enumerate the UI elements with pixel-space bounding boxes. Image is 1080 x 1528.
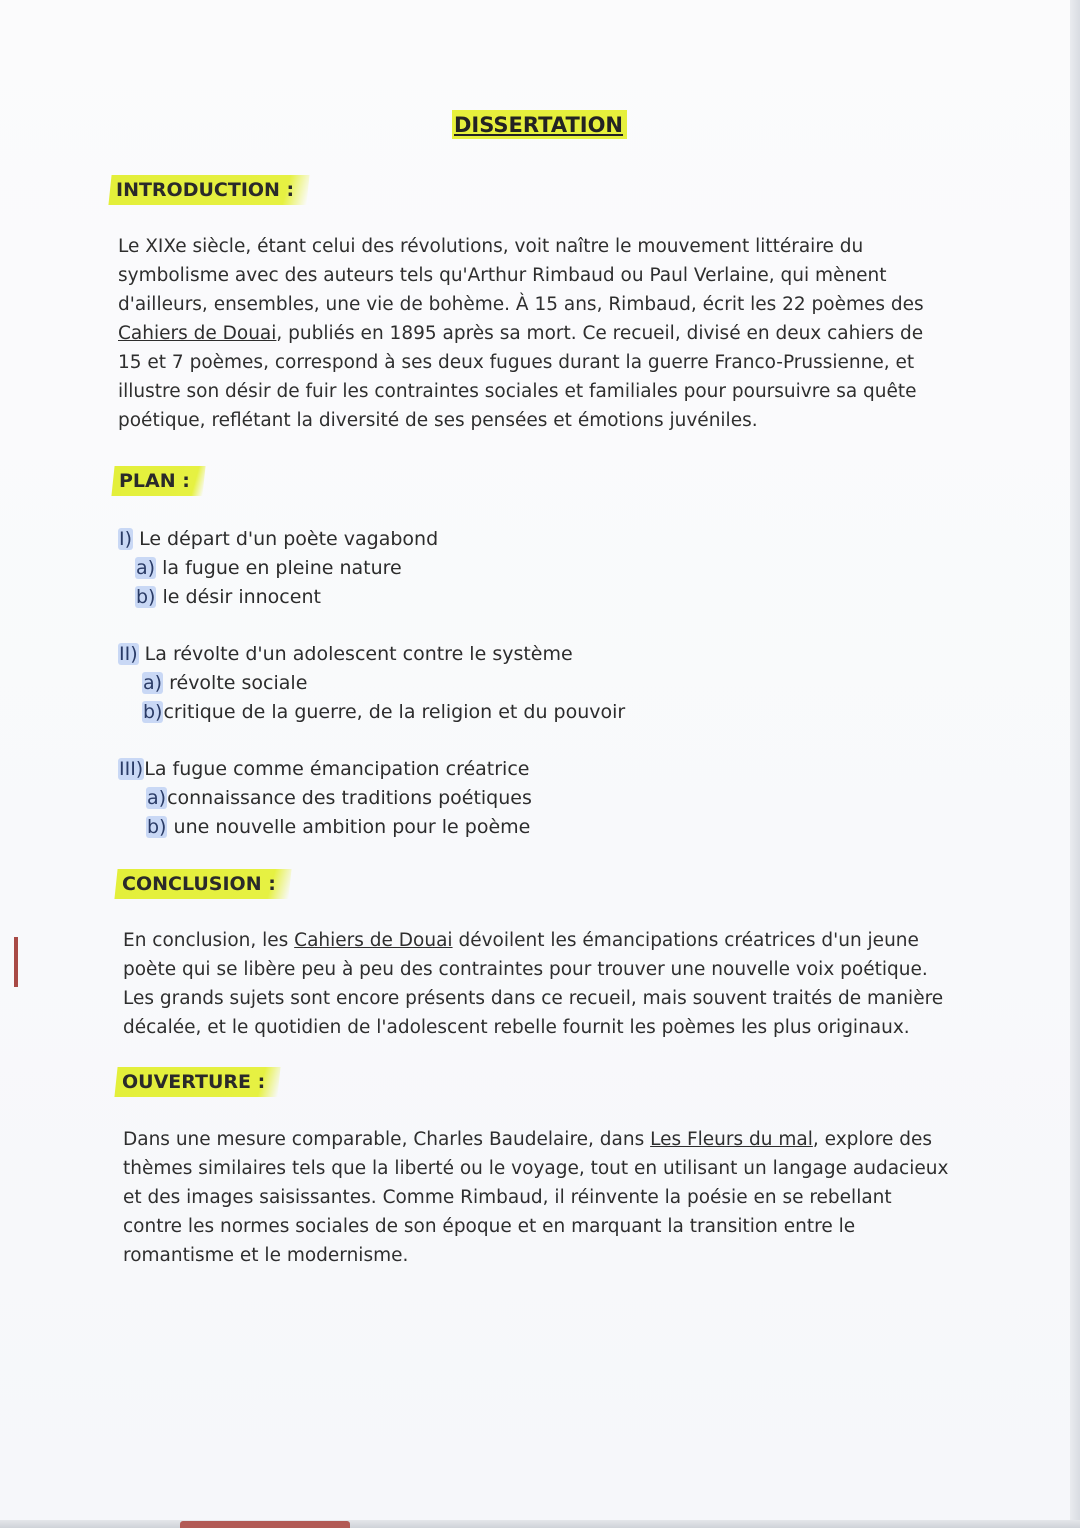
conclusion-text-1: En conclusion, les [123,930,295,951]
ouverture-text-1: Dans une mesure comparable, Charles Baudelaire, dans [123,1129,651,1150]
plan-part-3-title: La fugue comme émancipation créatrice [144,758,530,780]
plan-part-2 [118,640,573,669]
introduction-heading-text: INTRODUCTION : [116,179,295,201]
ouverture-paragraph [123,1125,955,1270]
conclusion-heading-text: CONCLUSION : [122,873,276,895]
conclusion-heading [114,869,291,899]
plan-part-1 [118,525,438,554]
plan-part-1-title: Le départ d'un poète vagabond [139,528,439,550]
ouverture-text-2: , explore des thèmes similaires tels que la liberté ou le voyage, tout en utilisant un langage audacieux et des images saisissantes. Comme Rimbaud, il réinvente la poésie en se rebellant contre les normes sociales de son époque et en marquant la transition entre le romantisme et le modernisme. [123,1129,949,1266]
page-edge-bottom [0,1520,1080,1528]
plan-sub-letter: a) [136,557,156,579]
plan-heading [111,466,205,496]
plan-sub-letter: b) [143,701,163,723]
plan-heading-text: PLAN : [119,470,190,492]
plan-sub-text: la fugue en pleine nature [162,557,402,579]
conclusion-work-title: Cahiers de Douai [294,930,453,951]
plan-sub-letter: a) [147,787,167,809]
intro-text-1: Le XIXe siècle, étant celui des révolutions, voit naître le mouvement littéraire du symbolisme avec des auteurs tels qu'Arthur Rimbaud ou Paul Verlaine, qui mènent d'ailleurs, ensembles, une vie de bohème. À 15 ans, Rimbaud, écrit les 22 poèmes des [118,236,924,315]
plan-part-2-sub-a [142,669,307,698]
plan-sub-text: une nouvelle ambition pour le poème [173,816,531,838]
plan-part-1-sub-a [135,554,402,583]
ouverture-heading-text: OUVERTURE : [122,1071,266,1093]
document-title: DISSERTATION [452,110,627,139]
plan-part-2-sub-b [142,698,625,727]
bottom-red-mark [180,1521,350,1528]
intro-work-title: Cahiers de Douai [118,323,277,344]
plan-sub-text: le désir innocent [162,586,321,608]
conclusion-text-2: dévoilent les émancipations créatrices d'un jeune poète qui se libère peu à peu des contraintes pour trouver une nouvelle voix poétique. Les grands sujets sont encore présents dans ce recueil, mais souvent traités de manière décalée, et le quotidien de l'adolescent rebelle fournit les poèmes les plus originaux. [123,930,944,1038]
plan-sub-text: critique de la guerre, de la religion et du pouvoir [163,701,626,723]
plan-sub-text: révolte sociale [169,672,308,694]
plan-part-3 [118,755,529,784]
plan-sub-letter: b) [136,586,156,608]
plan-part-2-numeral: II) [119,643,138,665]
plan-part-1-numeral: I) [119,528,133,550]
plan-sub-text: connaissance des traditions poétiques [167,787,532,809]
plan-part-1-sub-b [135,583,321,612]
intro-text-2: , publiés en 1895 après sa mort. Ce recueil, divisé en deux cahiers de 15 et 7 poèmes, correspond à ses deux fugues durant la guerre Franco-Prussienne, et illustre son désir de fuir les contraintes sociales et familiales pour poursuivre sa quête poétique, reflétant la diversité de ses pensées et émotions juvéniles. [118,323,924,431]
plan-sub-letter: a) [143,672,163,694]
plan-sub-letter: b) [147,816,167,838]
page-edge [1070,0,1080,1528]
plan-part-2-title: La révolte d'un adolescent contre le système [144,643,573,665]
plan-part-3-sub-b [146,813,530,842]
plan-part-3-sub-a [146,784,532,813]
plan-part-3-numeral: III) [119,758,144,780]
introduction-paragraph [118,232,948,435]
conclusion-paragraph [123,926,949,1042]
introduction-heading [108,175,309,205]
ouverture-heading [114,1067,280,1097]
ouverture-work-title: Les Fleurs du mal [650,1129,813,1150]
margin-mark [14,937,18,987]
